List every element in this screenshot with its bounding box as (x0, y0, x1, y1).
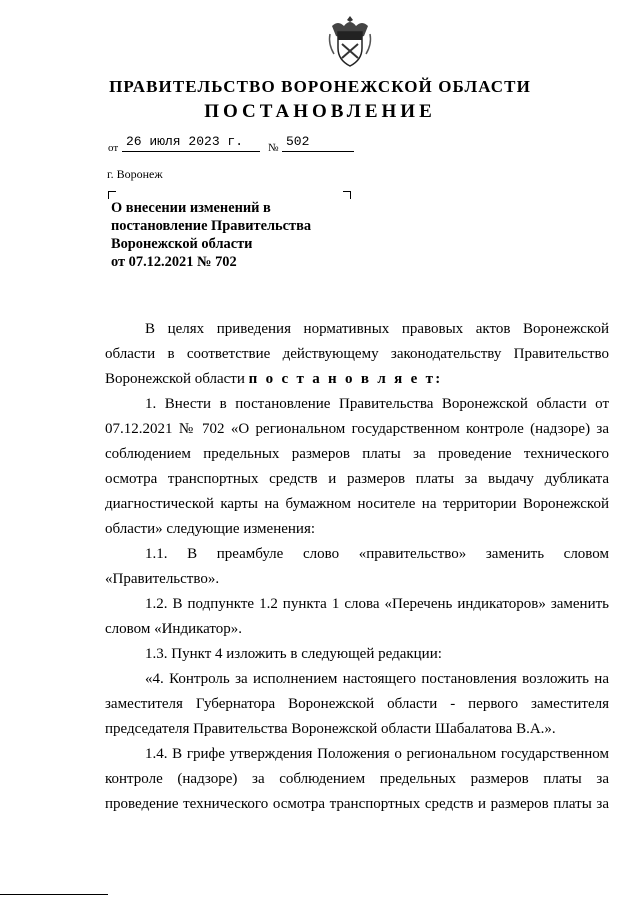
body-line: словом «Индикатор». (105, 621, 243, 637)
number-prefix: № (268, 142, 279, 154)
organization-title: ПРАВИТЕЛЬСТВО ВОРОНЕЖСКОЙ ОБЛАСТИ (109, 77, 531, 96)
document-type: ПОСТАНОВЛЕНИЕ (204, 101, 436, 122)
decree-word: п о с т а н о в л я е т: (248, 371, 443, 387)
footnote-separator (0, 894, 108, 895)
date-underline (122, 151, 260, 152)
body-line: соблюдением предельных размеров платы за проведение технического (105, 446, 609, 462)
body-line: проведение технического осмотра транспортных средств и размеров платы за (105, 796, 609, 812)
city: г. Воронеж (107, 167, 163, 181)
number-value: 502 (286, 134, 310, 149)
coat-of-arms-icon (326, 14, 374, 70)
body-line: заместителя Губернатора Воронежской области - первого заместителя (105, 696, 609, 712)
subject-line: постановление Правительства (111, 218, 312, 234)
body-line (105, 367, 609, 392)
subject-line: О внесении изменений в (111, 200, 271, 216)
body-line: «4. Контроль за исполнением настоящего постановления возложить на (145, 671, 609, 687)
body-line: 07.12.2021 № 702 «О региональном государственном контроле (надзоре) за (105, 421, 609, 437)
body-line: 1.2. В подпункте 1.2 пункта 1 слова «Перечень индикаторов» заменить (145, 596, 609, 612)
body-line: председателя Правительства Воронежской области Шабалатова В.А.». (105, 721, 556, 737)
body-line: 1.4. В грифе утверждения Положения о региональном государственном (145, 746, 609, 762)
body-line: В целях приведения нормативных правовых актов Воронежской (145, 321, 609, 337)
corner-bracket-left (108, 191, 116, 199)
date-value: 26 июля 2023 г. (126, 134, 244, 149)
body-line: диагностической карты на бумажном носителе на территории Воронежской (105, 496, 609, 512)
body-line: области в соответствие действующему законодательству Правительство (105, 346, 609, 362)
number-underline (282, 151, 354, 152)
intro-text: Воронежской области (105, 371, 245, 387)
body-line: «Правительство». (105, 571, 220, 587)
body-line: осмотра транспортных средств и размеров платы за выдачу дубликата (105, 471, 609, 487)
document-subject (111, 199, 351, 271)
body-line: 1.1. В преамбуле слово «правительство» заменить словом (145, 546, 609, 562)
body-line: контроле (надзоре) за соблюдением предельных размеров платы за (105, 771, 609, 787)
corner-bracket-right (343, 191, 351, 199)
date-prefix: от (108, 142, 119, 154)
body-line: 1. Внести в постановление Правительства Воронежской области от (145, 396, 609, 412)
subject-line: от 07.12.2021 № 702 (111, 254, 237, 270)
document-body (105, 317, 609, 817)
body-line: области» следующие изменения: (105, 521, 316, 537)
subject-line: Воронежской области (111, 236, 253, 252)
body-line: 1.3. Пункт 4 изложить в следующей редакции: (145, 646, 442, 662)
